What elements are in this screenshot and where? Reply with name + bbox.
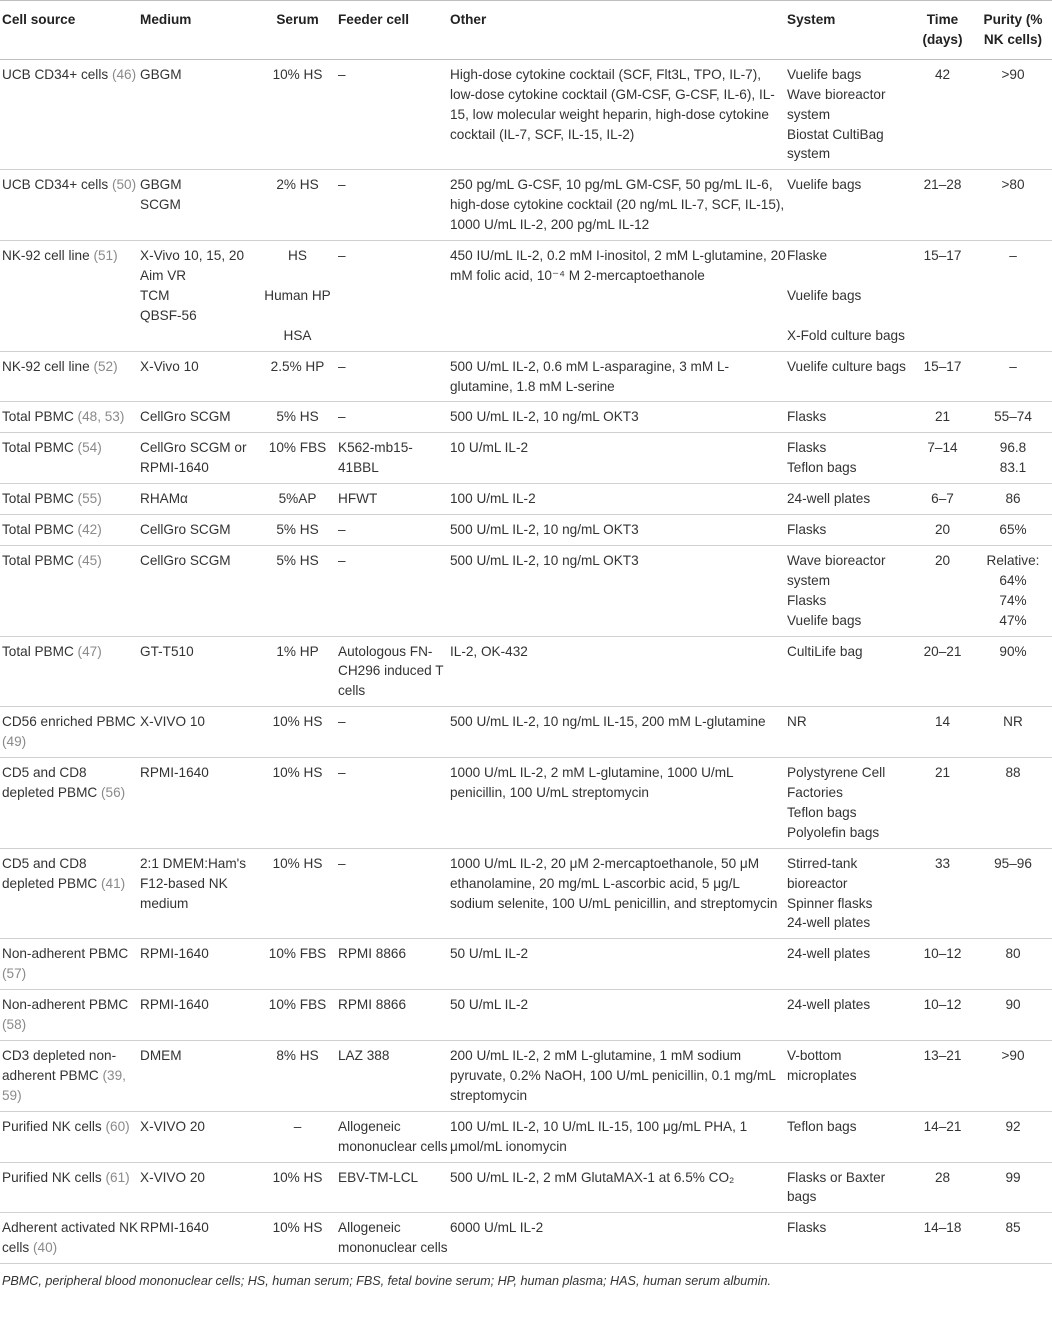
reference-link[interactable]: (55)	[77, 491, 102, 507]
cell-time: 21–28	[923, 177, 962, 193]
cell-source-text: Non-adherent PBMC	[2, 997, 129, 1013]
cell-source	[0, 170, 140, 241]
table-row	[0, 1213, 1052, 1264]
cell-other: 500 U/mL IL-2, 10 ng/mL OKT3	[450, 552, 639, 568]
cell-purity: 92	[1005, 1118, 1021, 1134]
cell-purity: 86	[1005, 491, 1021, 507]
cell-source	[0, 351, 140, 402]
cell-system: Wave bioreactor system Flasks Vuelife bags	[787, 552, 886, 628]
cell-system: 24-well plates	[787, 997, 871, 1013]
cell-serum: 5% HS	[276, 409, 319, 425]
cell-purity: NR	[1003, 714, 1023, 730]
cell-purity: 90%	[999, 643, 1027, 659]
table-row	[0, 241, 1052, 352]
cell-purity: 90	[1005, 997, 1021, 1013]
table-row	[0, 170, 1052, 241]
table-row	[0, 351, 1052, 402]
cell-time: 20	[934, 522, 951, 538]
cell-source-text: CD56 enriched PBMC	[2, 714, 136, 730]
cell-source	[0, 990, 140, 1041]
cell-feeder: HFWT	[338, 491, 378, 507]
cell-feeder: –	[338, 855, 346, 871]
cell-source	[0, 241, 140, 352]
table-row	[0, 433, 1052, 484]
cell-source	[0, 1111, 140, 1162]
cell-feeder: –	[338, 522, 346, 538]
cell-source-text: Total PBMC	[2, 552, 74, 568]
cell-serum: 10% FBS	[268, 946, 327, 962]
cell-other: IL-2, OK-432	[450, 643, 528, 659]
cell-source	[0, 1213, 140, 1264]
reference-link[interactable]: (40)	[32, 1240, 58, 1256]
cell-purity: 88	[1005, 765, 1021, 781]
cell-system: Flasks	[787, 1220, 827, 1236]
cell-medium: RPMI-1640	[140, 765, 209, 781]
reference-link[interactable]: (42)	[77, 522, 102, 538]
col-header-cell-source: Cell source	[2, 12, 76, 27]
table-row	[0, 1162, 1052, 1213]
reference-link[interactable]: (41)	[101, 875, 126, 891]
cell-medium: RHAMα	[140, 491, 188, 507]
cell-source	[0, 515, 140, 546]
cell-source	[0, 59, 140, 170]
header-row	[0, 1, 1052, 60]
reference-link[interactable]: (39, 59)	[2, 1067, 126, 1103]
cell-serum: 2.5% HP	[270, 358, 325, 374]
cell-source-text: CD5 and CD8 depleted PBMC	[2, 855, 98, 891]
reference-link[interactable]: (60)	[105, 1118, 130, 1134]
col-header-time: Time (days)	[922, 12, 963, 47]
col-header-system: System	[787, 12, 836, 27]
cell-purity: 85	[1005, 1220, 1021, 1236]
cell-source	[0, 484, 140, 515]
reference-link[interactable]: (47)	[77, 643, 102, 659]
cell-system: Teflon bags	[787, 1118, 857, 1134]
cell-system: NR	[787, 714, 807, 730]
cell-medium: RPMI-1640	[140, 1220, 209, 1236]
cell-feeder: –	[338, 765, 346, 781]
cell-other: 1000 U/mL IL-2, 20 μM 2-mercaptoethanole, 50 μM ethanolamine, 20 mg/mL L-ascorbic acid, 5 μg/L sodium selenite, 100 U/mL penicillin, and streptomycin	[450, 855, 778, 911]
cell-time: 10–12	[923, 946, 962, 962]
cell-medium: GBGM SCGM	[140, 177, 182, 213]
cell-other: 500 U/mL IL-2, 10 ng/mL IL-15, 200 mM L-glutamine	[450, 714, 766, 730]
cell-system: Polystyrene Cell Factories Teflon bags Polyolefin bags	[787, 765, 886, 840]
cell-feeder: –	[338, 552, 346, 568]
cell-source-text: UCB CD34+ cells	[2, 177, 109, 193]
cell-source-text: UCB CD34+ cells	[2, 66, 109, 82]
reference-link[interactable]: (50)	[111, 177, 137, 193]
cell-serum: 10% HS	[272, 1169, 323, 1185]
cell-medium: CellGro SCGM	[140, 552, 231, 568]
cell-source-text: Purified NK cells	[2, 1169, 102, 1185]
cell-serum: 5% HS	[276, 552, 319, 568]
cell-source	[0, 707, 140, 758]
cell-source-text: Non-adherent PBMC	[2, 946, 129, 962]
cell-time: 21	[934, 765, 951, 781]
cell-source	[0, 545, 140, 636]
cell-system: Vuelife bags Wave bioreactor system Biostat CultiBag system	[787, 66, 886, 162]
cell-other: 500 U/mL IL-2, 10 ng/mL OKT3	[450, 409, 639, 425]
cell-system: Flasks	[787, 409, 827, 425]
cell-medium: X-VIVO 10	[140, 714, 205, 730]
cell-time: 14–21	[923, 1118, 962, 1134]
cell-feeder: –	[338, 714, 346, 730]
table-row	[0, 402, 1052, 433]
table-row	[0, 545, 1052, 636]
cell-serum: 8% HS	[276, 1047, 319, 1063]
reference-link[interactable]: (48, 53)	[77, 409, 125, 425]
cell-other: 250 pg/mL G-CSF, 10 pg/mL GM-CSF, 50 pg/mL IL-6, high-dose cytokine cocktail (20 ng/mL IL-7, SCF, IL-15), 1000 U/mL IL-2, 200 pg/mL IL-12	[450, 177, 785, 233]
cell-system: Vuelife culture bags	[787, 358, 906, 374]
reference-link[interactable]: (52)	[93, 358, 118, 374]
cell-serum: 2% HS	[276, 177, 319, 193]
cell-source	[0, 1162, 140, 1213]
table-row	[0, 990, 1052, 1041]
cell-system: Vuelife bags	[787, 177, 862, 193]
cell-purity: 80	[1005, 946, 1021, 962]
cell-other: High-dose cytokine cocktail (SCF, Flt3L, TPO, IL-7), low-dose cytokine cocktail (GM-CSF, G-CSF, IL-6), IL-15, low molecular weight heparin, high-dose cytokine cocktail (IL-7, SCF, IL-15, IL-2)	[450, 66, 775, 142]
cell-feeder: EBV-TM-LCL	[338, 1169, 419, 1185]
cell-time: 14	[934, 714, 951, 730]
cell-serum: –	[293, 1118, 302, 1134]
reference-link[interactable]: (49)	[2, 734, 27, 750]
table-row	[0, 59, 1052, 170]
cell-system: Flasks or Baxter bags	[787, 1169, 886, 1205]
cell-source	[0, 758, 140, 849]
cell-feeder: –	[338, 248, 346, 264]
cell-source	[0, 1040, 140, 1111]
table-row	[0, 848, 1052, 939]
table-footnote: PBMC, peripheral blood mononuclear cells; HS, human serum; FBS, fetal bovine serum; HP, human plasma; HAS, human serum albumin.	[2, 1274, 772, 1289]
col-header-purity: Purity (% NK cells)	[983, 12, 1043, 47]
cell-medium: RPMI-1640	[140, 997, 209, 1013]
cell-time: 7–14	[927, 440, 958, 456]
table-row	[0, 758, 1052, 849]
col-header-medium: Medium	[140, 12, 192, 27]
cell-other: 200 U/mL IL-2, 2 mM L-glutamine, 1 mM sodium pyruvate, 0.2% NaOH, 100 U/mL penicillin, 0.1 mg/mL streptomycin	[450, 1047, 776, 1103]
reference-link[interactable]: (51)	[93, 248, 118, 264]
cell-feeder: RPMI 8866	[338, 997, 407, 1013]
cell-system: Stirred-tank bioreactor Spinner flasks 24-well plates	[787, 855, 873, 931]
reference-link[interactable]: (54)	[77, 440, 102, 456]
cell-source-text: Total PBMC	[2, 522, 74, 538]
cell-feeder: Allogeneic mononuclear cells	[338, 1220, 448, 1256]
cell-time: 13–21	[923, 1047, 962, 1063]
cell-system: Flaske Vuelife bags X-Fold culture bags	[787, 248, 905, 343]
cell-other: 10 U/mL IL-2	[450, 440, 529, 456]
cell-medium: X-VIVO 20	[140, 1118, 205, 1134]
cell-time: 15–17	[923, 248, 962, 264]
reference-link[interactable]: (57)	[2, 966, 27, 982]
cell-serum: 5%AP	[278, 491, 317, 507]
cell-source	[0, 402, 140, 433]
cell-source	[0, 848, 140, 939]
reference-link[interactable]: (45)	[77, 552, 102, 568]
cell-source-text: Adherent activated NK cells	[2, 1220, 139, 1256]
cell-medium: CellGro SCGM	[140, 522, 231, 538]
cell-source-text: Purified NK cells	[2, 1118, 102, 1134]
cell-serum: 10% HS	[272, 855, 323, 871]
cell-source-text: NK-92 cell line	[2, 248, 90, 264]
table-row	[0, 515, 1052, 546]
cell-feeder: RPMI 8866	[338, 946, 407, 962]
cell-medium: CellGro SCGM	[140, 409, 231, 425]
cell-feeder: –	[338, 66, 346, 82]
cell-other: 6000 U/mL IL-2	[450, 1220, 544, 1236]
cell-purity: 65%	[999, 522, 1027, 538]
cell-serum: 10% FBS	[268, 997, 327, 1013]
table-body	[0, 59, 1052, 1263]
reference-link[interactable]: (58)	[2, 1017, 27, 1033]
cell-medium: DMEM	[140, 1047, 182, 1063]
cell-serum: 10% FBS	[268, 440, 327, 456]
cell-time: 21	[934, 409, 951, 425]
cell-purity: 55–74	[994, 409, 1032, 425]
cell-feeder: –	[338, 177, 346, 193]
cell-serum: 1% HP	[276, 643, 319, 659]
cell-medium: X-Vivo 10, 15, 20 Aim VR TCM QBSF-56	[140, 248, 245, 323]
cell-source	[0, 939, 140, 990]
cell-system: Flasks Teflon bags	[787, 440, 857, 476]
col-header-feeder-cell: Feeder cell	[338, 12, 410, 27]
cell-serum: 10% HS	[272, 765, 323, 781]
cell-source-text: Total PBMC	[2, 491, 74, 507]
reference-link[interactable]: (61)	[105, 1169, 130, 1185]
cell-time: 15–17	[923, 358, 962, 374]
cell-feeder: Autologous FN-CH296 induced T cells	[338, 643, 444, 699]
cell-system: 24-well plates	[787, 946, 871, 962]
cell-source-text: Total PBMC	[2, 643, 74, 659]
cell-system: Flasks	[787, 522, 827, 538]
cell-source-text: CD5 and CD8 depleted PBMC	[2, 765, 98, 800]
table-row	[0, 1040, 1052, 1111]
cell-time: 28	[934, 1169, 951, 1185]
cell-medium: X-VIVO 20	[140, 1169, 205, 1185]
cell-time: 20–21	[923, 643, 962, 659]
cell-system: CultiLife bag	[787, 643, 863, 659]
cell-purity: –	[1009, 358, 1017, 374]
cell-time: 33	[934, 855, 951, 871]
cell-source-text: CD3 depleted non-adherent PBMC	[2, 1047, 117, 1083]
cell-medium: X-Vivo 10	[140, 358, 199, 374]
cell-serum: 10% HS	[272, 1220, 323, 1236]
cell-purity: >80	[1001, 177, 1025, 193]
cell-medium: CellGro SCGM or RPMI-1640	[140, 440, 247, 476]
cell-system: 24-well plates	[787, 491, 871, 507]
cell-source-text: Total PBMC	[2, 409, 74, 425]
cell-other: 500 U/mL IL-2, 10 ng/mL OKT3	[450, 522, 639, 538]
cell-purity: Relative: 64% 74% 47%	[986, 552, 1040, 628]
cell-time: 14–18	[923, 1220, 962, 1236]
cell-time: 6–7	[931, 491, 954, 507]
cell-purity: 96.8 83.1	[999, 440, 1027, 476]
cell-other: 100 U/mL IL-2, 10 U/mL IL-15, 100 μg/mL PHA, 1 μmol/mL ionomycin	[450, 1118, 748, 1154]
cell-other: 50 U/mL IL-2	[450, 997, 529, 1013]
cell-other: 50 U/mL IL-2	[450, 946, 529, 962]
cell-source	[0, 433, 140, 484]
cell-source-text: NK-92 cell line	[2, 358, 90, 374]
cell-purity: >90	[1001, 66, 1025, 82]
cell-other: 500 U/mL IL-2, 2 mM GlutaMAX-1 at 6.5% CO₂	[450, 1169, 735, 1185]
cell-feeder: –	[338, 409, 346, 425]
table-row	[0, 1111, 1052, 1162]
col-header-other: Other	[450, 12, 487, 27]
cell-feeder: Allogeneic mononuclear cells	[338, 1118, 448, 1154]
table-row	[0, 939, 1052, 990]
cell-medium: GT-T510	[140, 643, 194, 659]
cell-serum: 10% HS	[272, 66, 323, 82]
cell-other: 1000 U/mL IL-2, 2 mM L-glutamine, 1000 U/mL penicillin, 100 U/mL streptomycin	[450, 765, 734, 800]
cell-source-text: Total PBMC	[2, 440, 74, 456]
cell-serum: 5% HS	[276, 522, 319, 538]
cell-time: 20	[934, 552, 951, 568]
col-header-serum: Serum	[276, 12, 319, 27]
table-row	[0, 636, 1052, 707]
table-row	[0, 484, 1052, 515]
cell-other: 450 IU/mL IL-2, 0.2 mM I-inositol, 2 mM L-glutamine, 20 mM folic acid, 10⁻⁴ M 2-mercaptoethanole	[450, 248, 786, 283]
cell-purity: –	[1009, 248, 1017, 264]
cell-medium: RPMI-1640	[140, 946, 209, 962]
cell-other: 100 U/mL IL-2	[450, 491, 536, 507]
cell-feeder: –	[338, 358, 346, 374]
cell-feeder: LAZ 388	[338, 1047, 390, 1063]
cell-medium: 2:1 DMEM:Ham's F12-based NK medium	[140, 855, 247, 911]
table-row	[0, 707, 1052, 758]
cell-time: 42	[934, 66, 951, 82]
cell-purity: 99	[1005, 1169, 1021, 1185]
cell-system: V-bottom microplates	[787, 1047, 857, 1083]
cell-purity: 95–96	[994, 855, 1032, 871]
cell-time: 10–12	[923, 997, 962, 1013]
reference-link[interactable]: (46)	[111, 66, 137, 82]
cell-source	[0, 636, 140, 707]
reference-link[interactable]: (56)	[101, 785, 126, 800]
cell-medium: GBGM	[140, 66, 182, 82]
cell-other: 500 U/mL IL-2, 0.6 mM L-asparagine, 3 mM L-glutamine, 1.8 mM L-serine	[450, 358, 730, 394]
cell-serum: HS Human HP HSA	[264, 248, 331, 343]
cell-purity: >90	[1001, 1047, 1025, 1063]
cell-serum: 10% HS	[272, 714, 323, 730]
cell-feeder: K562-mb15-41BBL	[338, 440, 413, 476]
